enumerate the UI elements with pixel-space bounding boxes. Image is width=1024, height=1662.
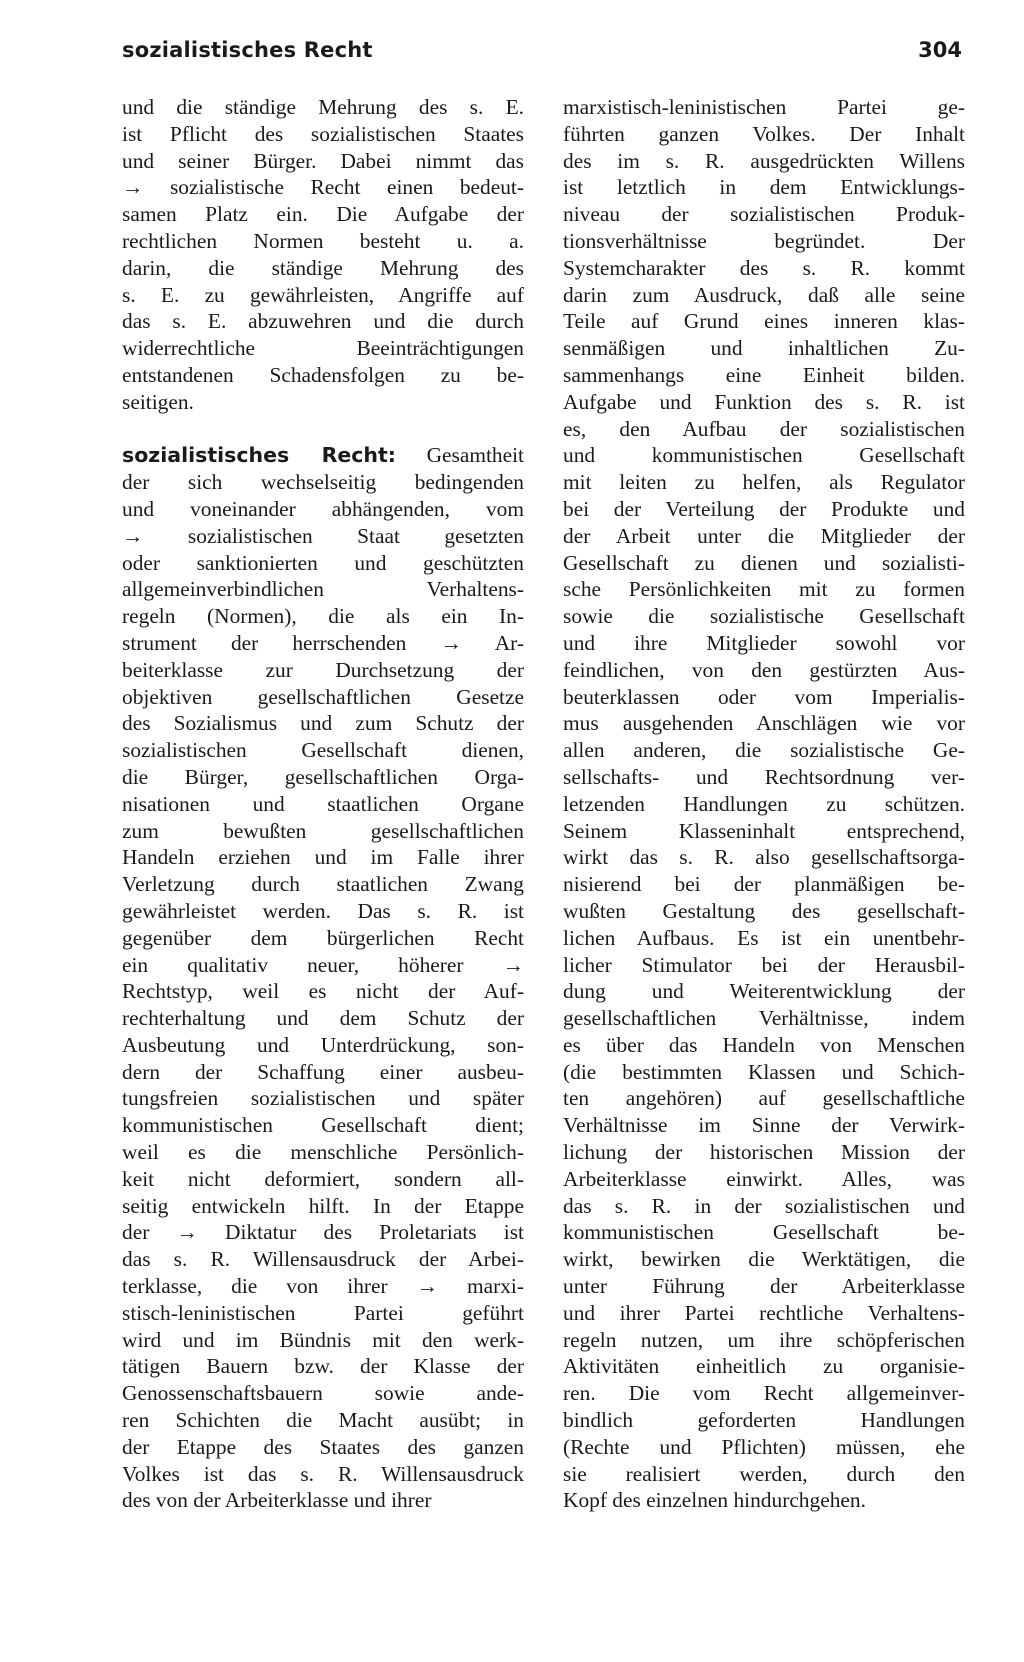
text-line: und ihre Mitglieder sowohl vor (563, 630, 965, 655)
text-line: und die ständige Mehrung des s. E. (122, 95, 524, 119)
text-line: tätigen Bauern bzw. der Klasse der (122, 1354, 524, 1379)
running-head: sozialistisches Recht (122, 38, 373, 62)
text-line: Handeln erziehen und im Falle ihrer (122, 845, 524, 870)
text-line: sche Persönlichkeiten mit zu formen (563, 577, 965, 602)
left-column (122, 94, 524, 1514)
text-line: Systemcharakter des s. R. kommt (563, 255, 965, 280)
text-line: oder sanktionierten und geschützten (122, 550, 524, 575)
text-line: mus ausgehenden Anschlägen wie vor (563, 711, 965, 736)
text-line: terklasse, die von ihrer → marxi- (122, 1274, 524, 1299)
text-line: sammenhangs eine Einheit bilden. (563, 362, 965, 387)
text-line: allen anderen, die sozialistische Ge- (563, 738, 965, 763)
text-line: nisationen und staatlichen Organe (122, 791, 524, 816)
text-line: zum bewußten gesellschaftlichen (122, 818, 524, 843)
text-line: kommunistischen Gesellschaft dient; (122, 1113, 524, 1138)
text-line: der Etappe des Staates des ganzen (122, 1434, 524, 1459)
text-line: dung und Weiterentwicklung der (563, 979, 965, 1004)
text-line: nisierend bei der planmäßigen be- (563, 872, 965, 897)
page-header (122, 38, 962, 72)
text-line: widerrechtliche Beeinträchtigungen (122, 336, 524, 361)
text-line: ten angehören) auf gesellschaftliche (563, 1086, 965, 1111)
text-line: licher Stimulator bei der Herausbil- (563, 952, 965, 977)
text-line: ist letztlich in dem Entwicklungs- (563, 175, 965, 200)
text-line: → sozialistische Recht einen bedeut- (122, 175, 524, 200)
text-line: Verhältnisse im Sinne der Verwirk- (563, 1113, 965, 1138)
text-line: gesellschaftlichen Verhältnisse, indem (563, 1006, 965, 1031)
text-line: des Sozialismus und zum Schutz der (122, 711, 524, 736)
text-line: seitig entwickeln hilft. In der Etappe (122, 1193, 524, 1218)
text-line: keit nicht deformiert, sondern all- (122, 1166, 524, 1191)
text-line: Ausbeutung und Unterdrückung, son- (122, 1032, 524, 1057)
text-line: darin zum Ausdruck, daß alle seine (563, 282, 965, 307)
text-line: das s. R. in der sozialistischen und (563, 1193, 965, 1218)
text-line: letzenden Handlungen zu schützen. (563, 791, 965, 816)
text-line: samen Platz ein. Die Aufgabe der (122, 202, 524, 227)
text-line: und voneinander abhängenden, vom (122, 496, 524, 521)
text-line: es über das Handeln von Menschen (563, 1032, 965, 1057)
entry-first-line (122, 442, 524, 469)
text-line: sellschafts- und Rechtsordnung ver- (563, 764, 965, 789)
entry-first-line-text: Gesamtheit (396, 443, 524, 468)
text-line: (die bestimmten Klassen und Schich- (563, 1059, 965, 1084)
text-line: führten ganzen Volkes. Der Inhalt (563, 121, 965, 146)
text-line: darin, die ständige Mehrung des (122, 255, 524, 280)
text-line: tungsfreien sozialistischen und später (122, 1086, 524, 1111)
text-line: ist Pflicht des sozialistischen Staates (122, 121, 524, 146)
entry-headword: sozialistisches Recht: (122, 443, 397, 468)
text-line: der sich wechselseitig bedingenden (122, 470, 524, 495)
text-line: dern der Schaffung einer ausbeu- (122, 1059, 524, 1084)
page-number: 304 (918, 38, 962, 62)
text-line: kommunistischen Gesellschaft be- (563, 1220, 965, 1245)
text-line: beuterklassen oder vom Imperialis- (563, 684, 965, 709)
text-line: das s. R. Willensausdruck der Arbei- (122, 1247, 524, 1272)
text-line: objektiven gesellschaftlichen Gesetze (122, 684, 524, 709)
text-line: beiterklasse zur Durchsetzung der (122, 657, 524, 682)
text-line: tionsverhältnisse begründet. Der (563, 228, 965, 253)
text-line: strument der herrschenden → Ar- (122, 630, 524, 655)
text-line: mit leiten zu helfen, als Regulator (563, 470, 965, 495)
text-line: ein qualitativ neuer, höherer → (122, 952, 524, 977)
text-line: und kommunistischen Gesellschaft (563, 443, 965, 468)
text-line: allgemeinverbindlichen Verhaltens- (122, 577, 524, 602)
text-line: gegenüber dem bürgerlichen Recht (122, 925, 524, 950)
text-line: der Arbeit unter die Mitglieder der (563, 523, 965, 548)
text-line: regeln nutzen, um ihre schöpferischen (563, 1327, 965, 1352)
text-line: Gesellschaft zu dienen und sozialisti- (563, 550, 965, 575)
text-line: es, den Aufbau der sozialistischen (563, 416, 965, 441)
text-line: senmäßigen und inhaltlichen Zu- (563, 336, 965, 361)
text-line: gewährleistet werden. Das s. R. ist (122, 898, 524, 923)
text-line: (Rechte und Pflichten) müssen, ehe (563, 1434, 965, 1459)
text-line: des von der Arbeiterklasse und ihrer (122, 1488, 432, 1513)
text-line: Kopf des einzelnen hindurchgehen. (563, 1488, 866, 1513)
text-line: Seinem Klasseninhalt entsprechend, (563, 818, 965, 843)
text-line: wirkt, bewirken die Werktätigen, die (563, 1247, 965, 1272)
text-line: Aktivitäten einheitlich zu organisie- (563, 1354, 965, 1379)
text-line: feindlichen, von den gestürzten Aus- (563, 657, 965, 682)
text-line: des im s. R. ausgedrückten Willens (563, 148, 965, 173)
text-line: bei der Verteilung der Produkte und (563, 496, 965, 521)
text-line: sie realisiert werden, durch den (563, 1461, 965, 1486)
text-line: die Bürger, gesellschaftlichen Orga- (122, 764, 524, 789)
text-line: wird und im Bündnis mit den werk- (122, 1327, 524, 1352)
text-line: unter Führung der Arbeiterklasse (563, 1274, 965, 1299)
text-line: und seiner Bürger. Dabei nimmt das (122, 148, 524, 173)
text-line: ren Schichten die Macht ausübt; in (122, 1408, 524, 1433)
entry-separator (122, 416, 524, 443)
text-line: Volkes ist das s. R. Willensausdruck (122, 1461, 524, 1486)
text-line: und ihrer Partei rechtliche Verhaltens- (563, 1300, 965, 1325)
text-line: der → Diktatur des Proletariats ist (122, 1220, 524, 1245)
text-line: sowie die sozialistische Gesellschaft (563, 604, 965, 629)
text-line: Aufgabe und Funktion des s. R. ist (563, 389, 965, 414)
text-line: s. E. zu gewährleisten, Angriffe auf (122, 282, 524, 307)
text-line: stisch-leninistischen Partei geführt (122, 1300, 524, 1325)
text-line: Genossenschaftsbauern sowie ande- (122, 1381, 524, 1406)
text-line: wirkt das s. R. also gesellschaftsorga- (563, 845, 965, 870)
text-line: das s. E. abzuwehren und die durch (122, 309, 524, 334)
text-line: sozialistischen Gesellschaft dienen, (122, 738, 524, 763)
text-line: rechterhaltung und dem Schutz der (122, 1006, 524, 1031)
text-line: lichen Aufbaus. Es ist ein unentbehr- (563, 925, 965, 950)
text-line: Verletzung durch staatlichen Zwang (122, 872, 524, 897)
text-line: entstandenen Schadensfolgen zu be- (122, 362, 524, 387)
text-line: Teile auf Grund eines inneren klas- (563, 309, 965, 334)
text-line: regeln (Normen), die als ein In- (122, 604, 524, 629)
text-line: weil es die menschliche Persönlich- (122, 1140, 524, 1165)
text-line: marxistisch-leninistischen Partei ge- (563, 95, 965, 119)
right-column (563, 94, 965, 1514)
text-line: → sozialistischen Staat gesetzten (122, 523, 524, 548)
text-line: seitigen. (122, 389, 194, 414)
text-line: rechtlichen Normen besteht u. a. (122, 228, 524, 253)
text-line: niveau der sozialistischen Produk- (563, 202, 965, 227)
text-line: Arbeiterklasse einwirkt. Alles, was (563, 1166, 965, 1191)
text-line: ren. Die vom Recht allgemeinver- (563, 1381, 965, 1406)
text-line: wußten Gestaltung des gesellschaft- (563, 898, 965, 923)
text-line: lichung der historischen Mission der (563, 1140, 965, 1165)
text-line: Rechtstyp, weil es nicht der Auf- (122, 979, 524, 1004)
text-line: bindlich geforderten Handlungen (563, 1408, 965, 1433)
